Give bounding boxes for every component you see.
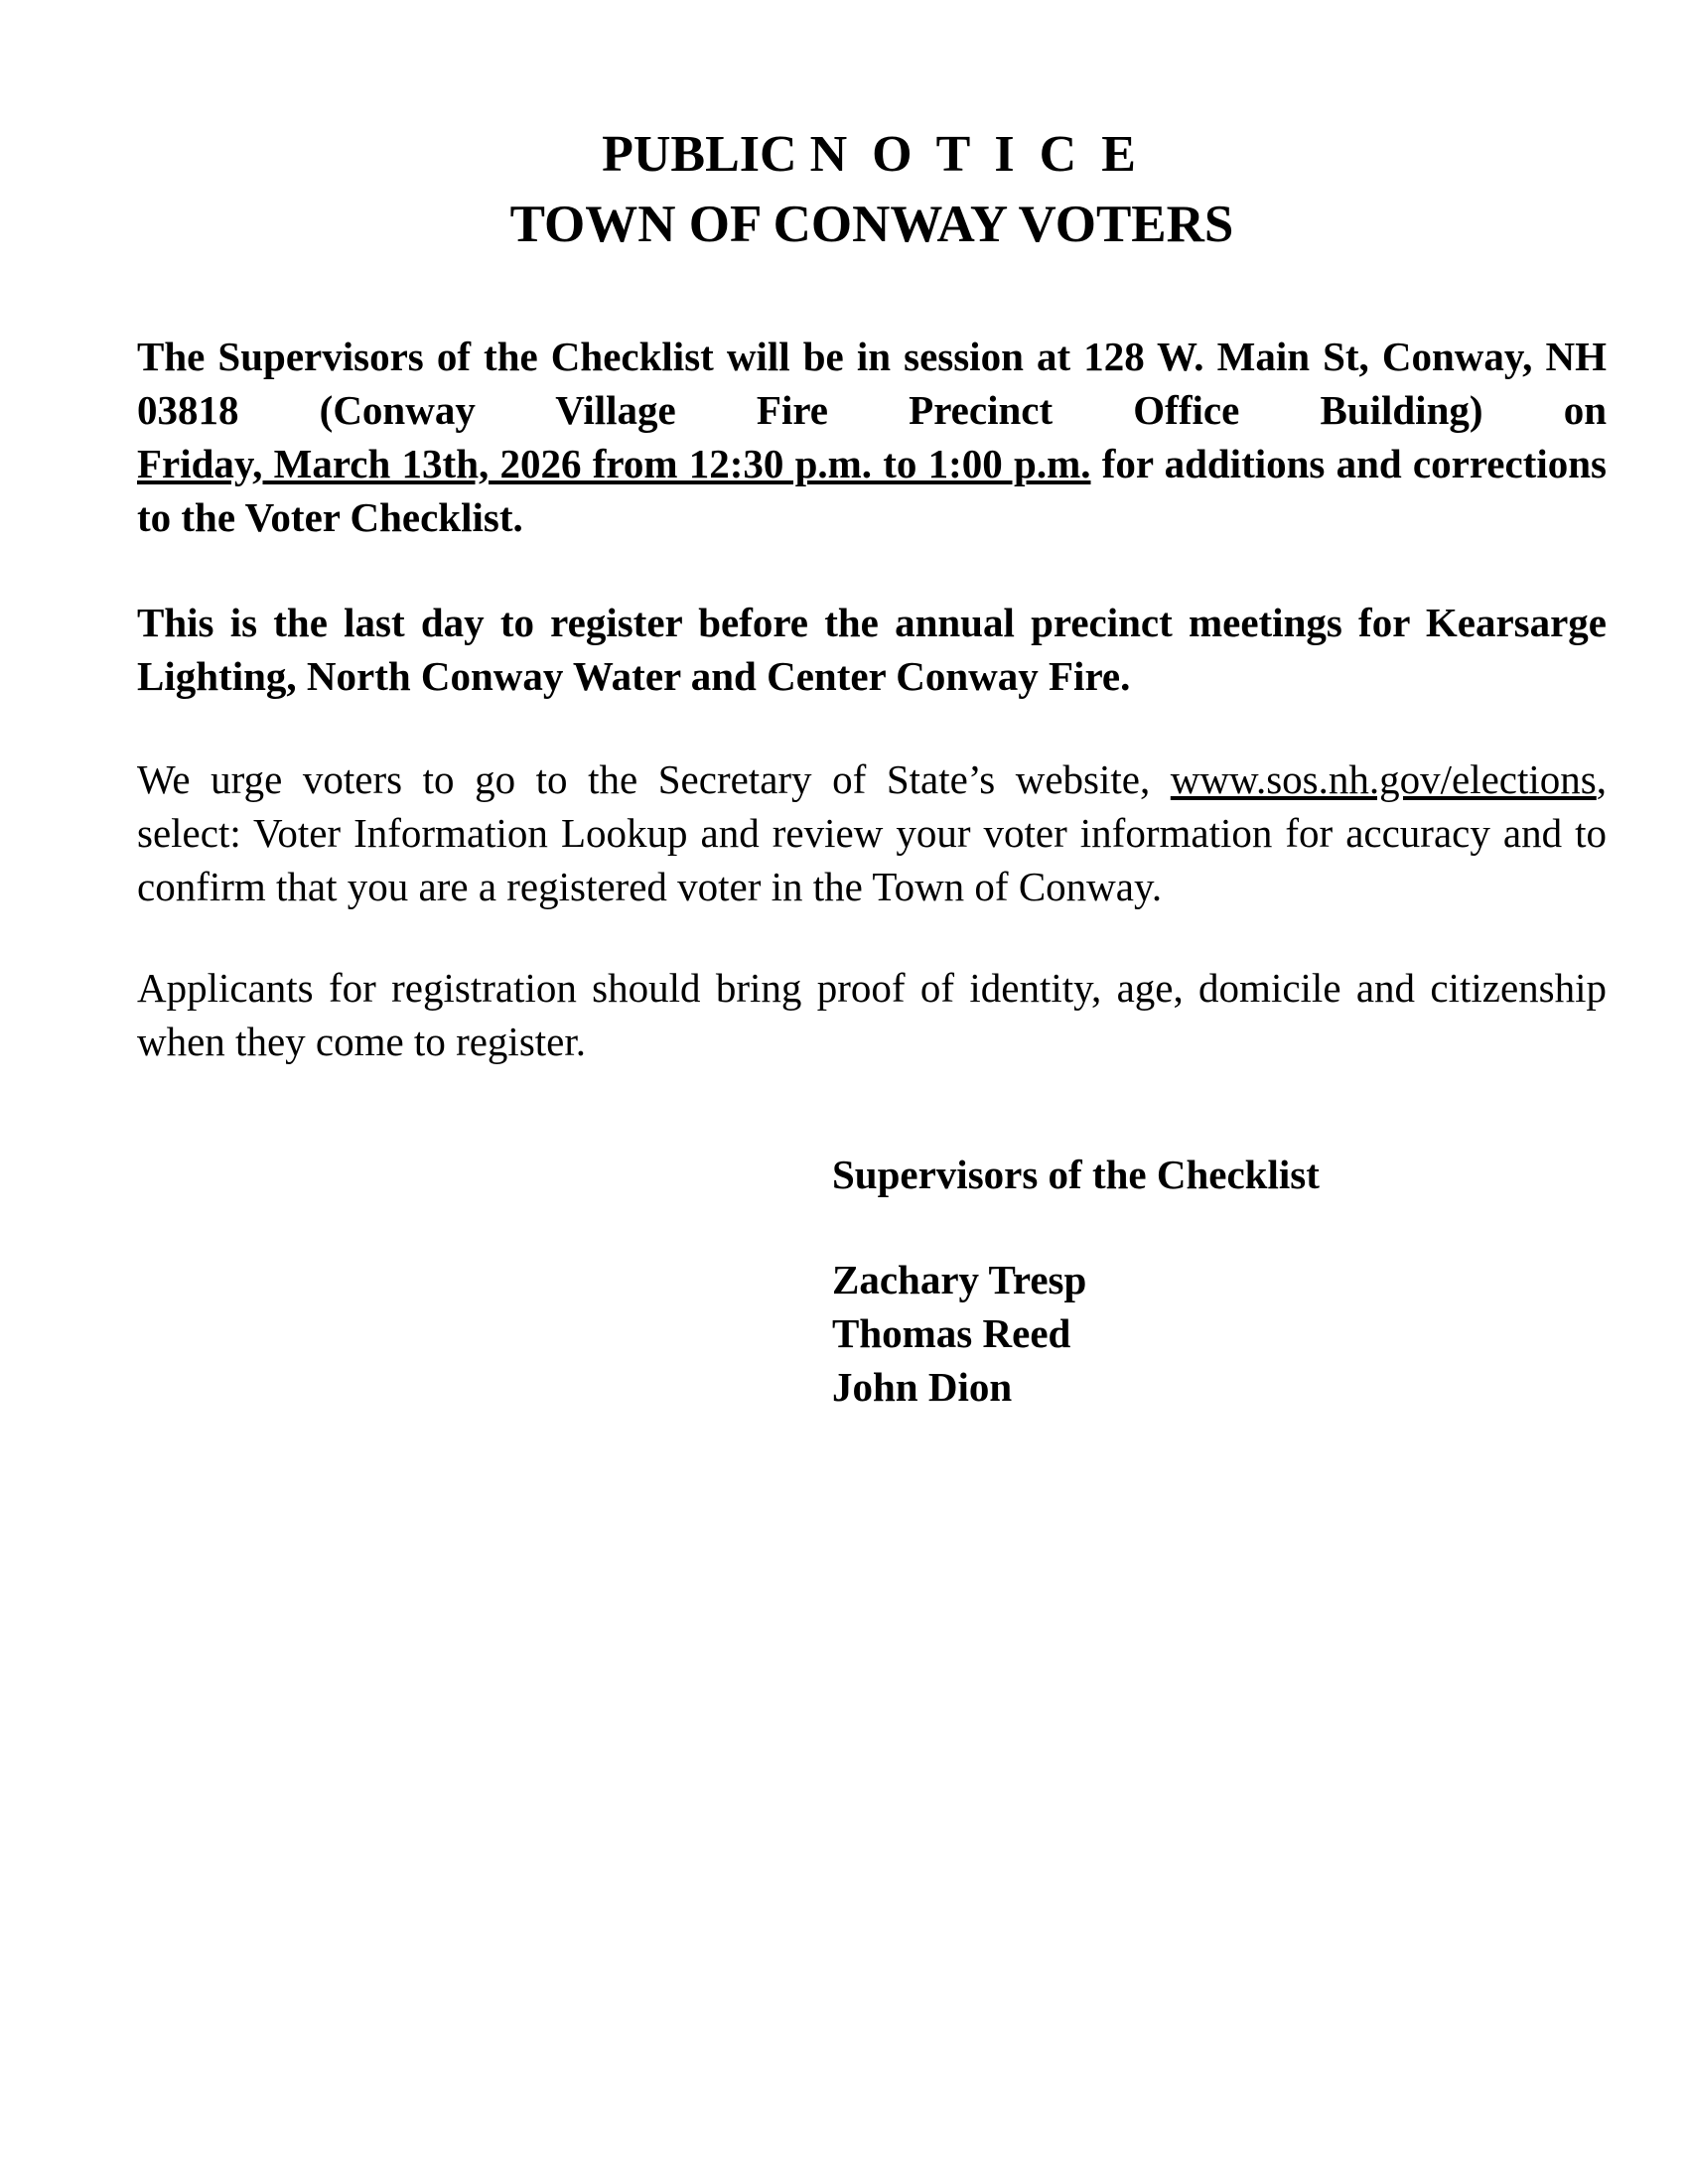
paragraph-applicant-requirements: Applicants for registration should bring proof of identity, age, domicile and citizenship when they come to register.	[137, 965, 1607, 1064]
paragraph-last-day-notice: This is the last day to register before the annual precinct meetings for Kearsarge Lighting, North Conway Water and Center Conway Fire.	[137, 600, 1607, 699]
session-datetime-underlined: Friday, March 13th, 2026 from 12:30 p.m. to 1:00 p.m.	[137, 441, 1091, 486]
paragraph-3-tail-text: , select: Voter Information Lookup and review your voter information for accuracy and to confirm that you are a registered voter in the Town of Conway.	[137, 756, 1607, 909]
spacer-1	[137, 544, 1607, 596]
spacer-3	[137, 913, 1607, 961]
signature-heading: Supervisors of the Checklist	[832, 1152, 1320, 1197]
title-public-word: PUBLIC	[602, 126, 810, 183]
document-content	[137, 0, 1607, 1414]
spacer-2	[137, 703, 1607, 752]
page-title-line-1	[137, 121, 1607, 189]
sos-website-link[interactable]: www.sos.nh.gov/elections	[1170, 756, 1597, 802]
signature-block	[832, 1148, 1607, 1414]
page-title-line-2: TOWN OF CONWAY VOTERS	[509, 196, 1234, 253]
paragraph-session-details	[137, 330, 1607, 544]
signature-name-list	[832, 1253, 1607, 1414]
signature-name: Thomas Reed	[832, 1310, 1071, 1356]
paragraph-sos-website	[137, 752, 1607, 913]
signature-name: Zachary Tresp	[832, 1257, 1087, 1302]
title-notice-word: N O T I C E	[809, 126, 1142, 183]
paragraph-1-tail-text: for additions and corrections to the Voter Checklist.	[137, 441, 1607, 540]
signature-name: John Dion	[832, 1364, 1013, 1410]
paragraph-1-lead-text: The Supervisors of the Checklist will be in session at 128 W. Main St, Conway, NH 03818 (Conway Village Fire Precinct Office Building) on	[137, 334, 1607, 433]
paragraph-3-lead-text: We urge voters to go to the Secretary of State’s website,	[137, 756, 1171, 802]
title-block	[137, 0, 1607, 258]
